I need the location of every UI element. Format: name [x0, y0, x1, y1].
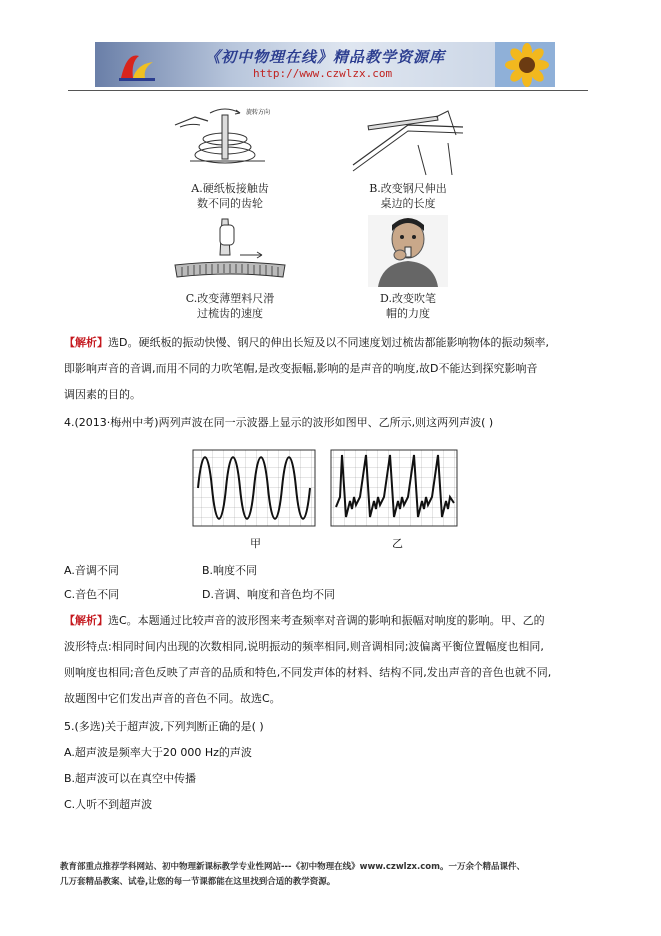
footer: [60, 860, 620, 890]
analysis1-tag: 【解析】: [64, 336, 108, 349]
q5-stem: 5.(多选)关于超声波,下列判断正确的是( ): [64, 720, 264, 733]
comb-illustration: [170, 215, 290, 287]
header-divider: [68, 90, 588, 91]
wave-label-yi: 乙: [392, 537, 403, 550]
header-banner: [95, 42, 555, 87]
wave-label-jia: 甲: [250, 537, 261, 550]
q4-option-d: D.音调、响度和音色均不同: [202, 588, 335, 601]
figure-a-gears: [170, 105, 290, 210]
analysis2-line1: [64, 610, 545, 632]
analysis2-line2: 波形特点:相同时间内出现的次数相同,说明振动的频率相同,则音调相同;波偏离平衡位置幅度也相同,: [64, 640, 544, 653]
wave-panel-yi: [331, 450, 457, 526]
q5-option-a: A.超声波是频率大于20 000 Hz的声波: [64, 746, 252, 759]
banner-title: 《初中物理在线》精品教学资源库: [205, 48, 446, 66]
q4-option-a: A.音调不同: [64, 564, 119, 577]
q4-option-b: B.响度不同: [202, 564, 258, 577]
caption-c-2: 过梳齿的速度: [197, 307, 263, 320]
analysis1-line2: 即影响声音的音调,而用不同的力吹笔帽,是改变振幅,影响的是声音的响度,故D不能达到探究影响音: [64, 362, 538, 375]
caption-c-1: C.改变薄塑料尺滑: [185, 292, 275, 305]
oscilloscope-figure: [190, 447, 460, 532]
analysis1-line3: 调因素的目的。: [64, 388, 141, 401]
caption-a-2: 数不同的齿轮: [197, 197, 263, 210]
ruler-illustration: [348, 105, 468, 177]
sunflower-image: [495, 42, 555, 87]
gear-illustration: [170, 105, 290, 177]
analysis1-line1: [64, 332, 549, 354]
q5-option-c: C.人听不到超声波: [64, 798, 153, 811]
figure-c-comb: [170, 215, 290, 320]
footer-line2: 几万套精品教案、试卷,让您的每一节课都能在这里找到合适的教学资源。: [60, 877, 336, 887]
site-logo: [117, 48, 157, 82]
caption-b-1: B.改变钢尺伸出: [369, 182, 447, 195]
caption-d-2: 帽的力度: [386, 307, 430, 320]
wave-panel-jia: [193, 450, 315, 526]
analysis2-text1: 选C。本题通过比较声音的波形图来考查频率对音调的影响和振幅对响度的影响。甲、乙的: [108, 614, 545, 627]
figure-d-boy: [348, 215, 468, 320]
banner-url[interactable]: http://www.czwlzx.com: [253, 67, 393, 80]
analysis2-line4: 故题图中它们发出声音的音色不同。故选C。: [64, 692, 281, 705]
analysis1-text1: 选D。硬纸板的振动快慢、钢尺的伸出长短及以不同速度划过梳齿都能影响物体的振动频率,: [108, 336, 549, 349]
analysis2-line3: 则响度也相同;音色反映了声音的品质和特色,不同发声体的材料、结构不同,发出声音的音色也就不同,: [64, 666, 552, 679]
figure-b-ruler: [348, 105, 468, 210]
caption-b-2: 桌边的长度: [380, 197, 436, 210]
caption-a-1: A.硬纸板接触齿: [191, 182, 269, 195]
q4-stem: 4.(2013·梅州中考)两列声波在同一示波器上显示的波形如图甲、乙所示,则这两列声波( ): [64, 416, 494, 429]
q5-option-b: B.超声波可以在真空中传播: [64, 772, 197, 785]
analysis2-tag: 【解析】: [64, 614, 108, 627]
footer-line1: 教育部重点推荐学科网站、初中物理新课标教学专业性网站---《初中物理在线》www.czwlzx.com。一万余个精品课件、: [60, 862, 525, 872]
rotation-label: 旋转方向: [246, 109, 271, 116]
q4-option-c: C.音色不同: [64, 588, 120, 601]
caption-d-1: D.改变吹笔: [380, 292, 436, 305]
boy-photo: [348, 215, 468, 287]
